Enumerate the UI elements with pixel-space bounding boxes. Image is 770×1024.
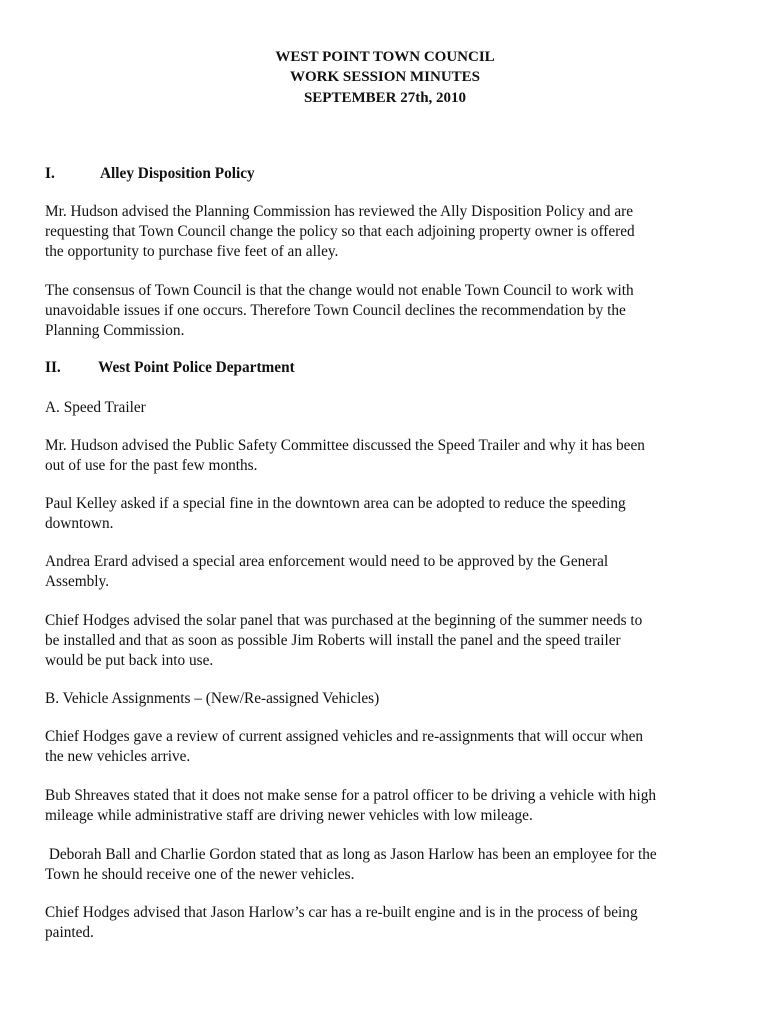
document-title-line-1: WEST POINT TOWN COUNCIL bbox=[275, 49, 495, 65]
document-title-line-2: WORK SESSION MINUTES bbox=[289, 69, 481, 85]
paragraph-line: The consensus of Town Council is that the change would not enable Town Council to work with bbox=[45, 282, 634, 299]
section-1-numeral: I. bbox=[45, 165, 55, 182]
paragraph-line: Town he should receive one of the newer vehicles. bbox=[45, 866, 355, 883]
section-2-numeral: II. bbox=[45, 359, 61, 376]
paragraph-line: requesting that Town Council change the policy so that each adjoining property owner is offered bbox=[45, 223, 635, 240]
section-2-heading: West Point Police Department bbox=[98, 359, 295, 376]
paragraph-line: Mr. Hudson advised the Public Safety Committee discussed the Speed Trailer and why it has been bbox=[45, 437, 645, 454]
paragraph-line: Planning Commission. bbox=[45, 322, 185, 339]
paragraph-line: Bub Shreaves stated that it does not make sense for a patrol officer to be driving a vehicle with high bbox=[45, 787, 657, 804]
paragraph-line: downtown. bbox=[45, 515, 114, 532]
paragraph-line: Andrea Erard advised a special area enforcement would need to be approved by the General bbox=[45, 553, 609, 570]
paragraph-line: out of use for the past few months. bbox=[45, 457, 258, 474]
paragraph-line: Paul Kelley asked if a special fine in the downtown area can be adopted to reduce the speeding bbox=[45, 495, 626, 512]
paragraph-line: be installed and that as soon as possible Jim Roberts will install the panel and the speed trailer bbox=[45, 632, 621, 649]
section-1-heading: Alley Disposition Policy bbox=[100, 165, 255, 182]
paragraph-line: painted. bbox=[45, 924, 94, 941]
paragraph-line: mileage while administrative staff are driving newer vehicles with low mileage. bbox=[45, 807, 533, 824]
paragraph-line: the new vehicles arrive. bbox=[45, 748, 191, 765]
document-title-line-3: SEPTEMBER 27th, 2010 bbox=[303, 90, 467, 106]
subsection-b-heading: B. Vehicle Assignments – (New/Re-assigned Vehicles) bbox=[45, 690, 380, 707]
paragraph-line: Mr. Hudson advised the Planning Commission has reviewed the Ally Disposition Policy and are bbox=[45, 203, 634, 220]
subsection-a-heading: A. Speed Trailer bbox=[45, 399, 146, 416]
paragraph-line: Chief Hodges advised the solar panel that was purchased at the beginning of the summer needs to bbox=[45, 612, 643, 629]
paragraph-line: Assembly. bbox=[45, 573, 110, 590]
paragraph-line: unavoidable issues if one occurs. Therefore Town Council declines the recommendation by the bbox=[45, 302, 626, 319]
paragraph-line: the opportunity to purchase five feet of an alley. bbox=[45, 243, 339, 260]
paragraph-line: Chief Hodges gave a review of current assigned vehicles and re-assignments that will occur when bbox=[45, 728, 644, 745]
paragraph-line: Deborah Ball and Charlie Gordon stated that as long as Jason Harlow has been an employee for the bbox=[45, 846, 657, 863]
paragraph-line: would be put back into use. bbox=[45, 652, 214, 669]
paragraph-line: Chief Hodges advised that Jason Harlow’s car has a re-built engine and is in the process of being bbox=[45, 904, 638, 921]
